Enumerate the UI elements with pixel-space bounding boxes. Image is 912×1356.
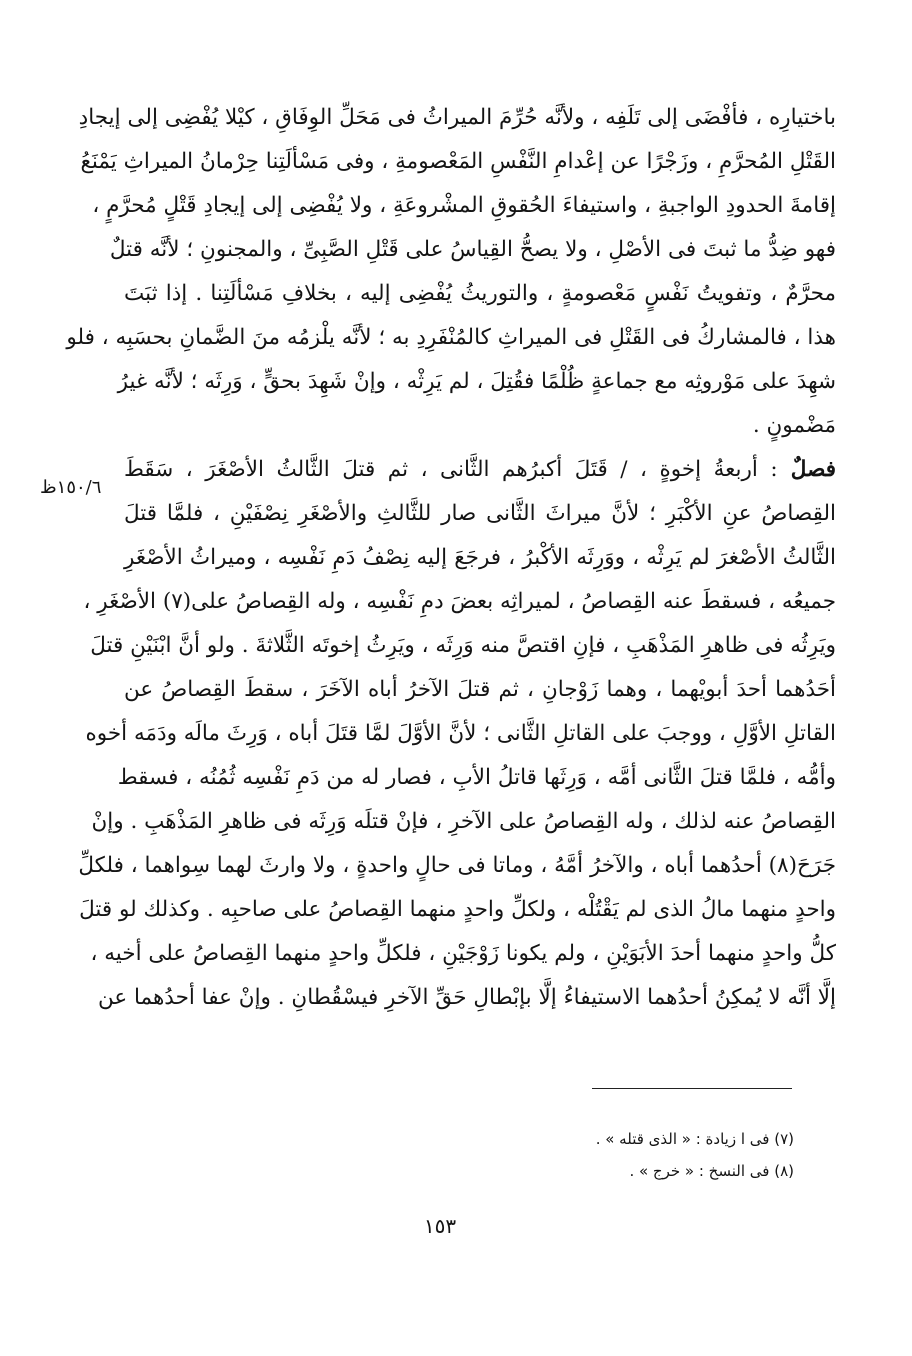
text-line: هذا ، فالمشاركُ فى القَتْلِ فى الميراثِ كالمُنْفَرِدِ به ؛ لأنَّه يلْزمُه منَ الضَّمانِ بحسَبِه ، فلو [66, 325, 836, 350]
text-line: واحدٍ منهما مالُ الذى لم يَقْتُلْه ، ولكلِّ واحدٍ منهما القِصاصُ على صاحبِه . وكذلك لو قتلَ [79, 897, 836, 922]
text-line: جميعُه ، فسقطَ عنه القِصاصُ ، لميراثِه بعضَ دمِ نَفْسِه ، وله القِصاصُ على(٧) الأصْغَرِ ، [83, 589, 836, 614]
text-line: القاتلِ الأوَّلِ ، ووجبَ على القاتلِ الثَّانى ؛ لأنَّ الأوَّلَ لمَّا قتَلَ أباه ، وَرِثَ مالَه ودَمَه أخوه [85, 721, 836, 746]
text-line: كلُّ واحدٍ منهما أحدَ الأبَوَيْنِ ، ولم يكونا زَوْجَيْنِ ، فلكلِّ واحدٍ منهما القِصاصُ على أخيه ، [90, 941, 836, 966]
footnote-8: (٨) فى النسخ : « خرج » . [629, 1162, 794, 1180]
text-line: باختيارِه ، فأفْضَى إلى تَلَفِه ، ولأنَّه حُرِّمَ الميراثُ فى مَحَلِّ الوِفَاقِ ، كيْلا يُفْضِى إلى إيجادِ [78, 105, 836, 130]
fasl-section-line: فصلٌ : أربعةُ إخوةٍ ، / قَتَلَ أكبرُهم الثَّانى ، ثم قتلَ الثَّالثُ الأصْغَرَ ، سَقَطَ [124, 457, 836, 482]
text-line: ويَرِثُه فى ظاهرِ المَذْهَبِ ، فإنِ اقتصَّ منه وَرِثَه ، ويَرِثُ إخوتَه الثَّلاثةَ . ولو أنَّ ابْنَيْنِ قتلَ [90, 633, 836, 658]
text-line: القَتْلِ المُحرَّمِ ، وزَجْرًا عن إعْدامِ النَّفْسِ المَعْصومةِ ، وفى مَسْألَتِنا حِرْمانُ الميراثِ يَمْنَعُ [80, 149, 836, 174]
footnote-divider [592, 1088, 792, 1089]
text-line: شهِدَ على مَوْروثِه مع جماعةٍ ظُلْمًا فقُتِلَ ، لم يَرِثْه ، وإنْ شَهِدَ بحقٍّ ، وَرِثَه ؛ لأنَّه غيرُ [117, 369, 836, 394]
text-line: محرَّمٌ ، وتفويتُ نَفْسٍ مَعْصومةٍ ، والتوريثُ يُفْضِى إليه ، بخلافِ مَسْألَتِنا . إذا ثبَتَ [124, 281, 836, 306]
manuscript-folio-reference: ١٥٠/٦ظ [40, 477, 102, 498]
text-line: القِصاصُ عنِ الأكْبَرِ ؛ لأنَّ ميراثَ الثَّانى صار للثَّالثِ والأصْغَرِ نِصْفَيْنِ ، فلمَّا قتلَ [124, 501, 836, 526]
page-number: ١٥٣ [423, 1214, 457, 1238]
fasl-heading: فصلٌ [777, 457, 836, 482]
text-line: الثَّالثُ الأصْغرَ لم يَرِثْه ، ووَرِثَه الأكْبرُ ، فرجَعَ إليه نِصْفُ دَمِ نَفْسِه ، وميراثُ الأصْغَرِ [124, 545, 836, 570]
text-line: جَرَحَ(٨) أحدُهما أباه ، والآخرُ أمَّهُ ، وماتا فى حالٍ واحدةٍ ، ولا وارثَ لهما سِواهما ، فلكلِّ [78, 853, 836, 878]
paragraph-end-line: مَضْمونٍ . [752, 413, 836, 438]
footnote-7: (٧) فى ا زيادة : « الذى قتله » . [595, 1130, 794, 1148]
text-line: إلَّا أنَّه لا يُمكِنُ أحدُهما الاستيفاءُ إلَّا بإبْطالِ حَقِّ الآخرِ فيسْقُطانِ . وإنْ عفا أحدُهما عن [97, 985, 836, 1010]
text-line: إقامةَ الحدودِ الواجبةِ ، واستيفاءَ الحُقوقِ المشْروعَةِ ، ولا يُفْضِى إلى إيجادِ قَتْلٍ مُحرَّمٍ ، [92, 193, 836, 218]
text-line: وأمُّه ، فلمَّا قتلَ الثَّانى أمَّه ، وَرِثَها قاتلُ الأبِ ، فصار له من دَمِ نَفْسِه ثُمُنُه ، فسقط [117, 765, 836, 790]
text-line: أحَدُهما أحدَ أبويْهما ، وهما زَوْجانِ ، ثم قتلَ الآخرُ أباه الآخَرَ ، سقطَ القِصاصُ عن [124, 677, 836, 702]
text-line: القِصاصُ عنه لذلك ، وله القِصاصُ على الآخرِ ، فإنْ قتلَه وَرِثَه فى ظاهرِ المَذْهَبِ . وإنْ [91, 809, 836, 834]
text-line: فهو ضِدُّ ما ثبتَ فى الأصْلِ ، ولا يصحُّ القِياسُ على قَتْلِ الصَّبِىِّ ، والمجنونِ ؛ لأنَّه قتلٌ [109, 237, 836, 262]
